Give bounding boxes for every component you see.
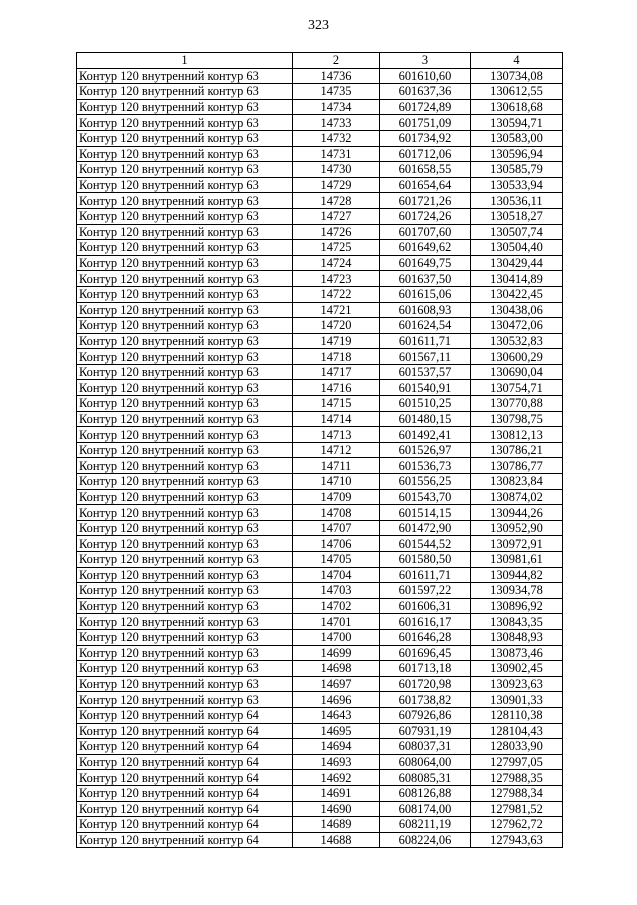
table-row xyxy=(77,68,563,84)
x-coordinate-cell: 601696,45 xyxy=(380,645,471,661)
point-number-cell: 14689 xyxy=(293,817,380,833)
point-number-cell: 14733 xyxy=(293,115,380,131)
table-row xyxy=(77,536,563,552)
contour-name-cell: Контур 120 внутренний контур 63 xyxy=(77,676,293,692)
contour-name-cell: Контур 120 внутренний контур 63 xyxy=(77,193,293,209)
x-coordinate-cell: 601510,25 xyxy=(380,396,471,412)
point-number-cell: 14722 xyxy=(293,286,380,302)
y-coordinate-cell: 130901,33 xyxy=(471,692,563,708)
point-number-cell: 14693 xyxy=(293,754,380,770)
contour-name-cell: Контур 120 внутренний контур 63 xyxy=(77,396,293,412)
point-number-cell: 14717 xyxy=(293,364,380,380)
x-coordinate-cell: 608224,06 xyxy=(380,832,471,848)
contour-name-cell: Контур 120 внутренний контур 63 xyxy=(77,84,293,100)
x-coordinate-cell: 601610,60 xyxy=(380,68,471,84)
x-coordinate-cell: 601616,17 xyxy=(380,614,471,630)
contour-name-cell: Контур 120 внутренний контур 63 xyxy=(77,130,293,146)
table-row xyxy=(77,177,563,193)
table-row xyxy=(77,255,563,271)
y-coordinate-cell: 127943,63 xyxy=(471,832,563,848)
table-row xyxy=(77,739,563,755)
point-number-cell: 14694 xyxy=(293,739,380,755)
x-coordinate-cell: 601556,25 xyxy=(380,474,471,490)
contour-name-cell: Контур 120 внутренний контур 64 xyxy=(77,723,293,739)
x-coordinate-cell: 601606,31 xyxy=(380,598,471,614)
y-coordinate-cell: 130518,27 xyxy=(471,208,563,224)
point-number-cell: 14718 xyxy=(293,349,380,365)
point-number-cell: 14703 xyxy=(293,583,380,599)
table-row xyxy=(77,817,563,833)
point-number-cell: 14707 xyxy=(293,520,380,536)
y-coordinate-cell: 128104,43 xyxy=(471,723,563,739)
x-coordinate-cell: 601724,26 xyxy=(380,208,471,224)
point-number-cell: 14726 xyxy=(293,224,380,240)
y-coordinate-cell: 130874,02 xyxy=(471,489,563,505)
table-row xyxy=(77,785,563,801)
x-coordinate-cell: 601738,82 xyxy=(380,692,471,708)
y-coordinate-cell: 130896,92 xyxy=(471,598,563,614)
x-coordinate-cell: 601544,52 xyxy=(380,536,471,552)
x-coordinate-cell: 601624,54 xyxy=(380,318,471,334)
table-row xyxy=(77,629,563,645)
contour-name-cell: Контур 120 внутренний контур 63 xyxy=(77,380,293,396)
point-number-cell: 14719 xyxy=(293,333,380,349)
y-coordinate-cell: 130848,93 xyxy=(471,629,563,645)
header-col-2: 2 xyxy=(293,53,380,69)
table-row xyxy=(77,489,563,505)
table-row xyxy=(77,115,563,131)
contour-name-cell: Контур 120 внутренний контур 63 xyxy=(77,333,293,349)
contour-name-cell: Контур 120 внутренний контур 63 xyxy=(77,240,293,256)
table-row xyxy=(77,801,563,817)
y-coordinate-cell: 130944,82 xyxy=(471,567,563,583)
x-coordinate-cell: 601567,11 xyxy=(380,349,471,365)
contour-name-cell: Контур 120 внутренний контур 63 xyxy=(77,489,293,505)
x-coordinate-cell: 601713,18 xyxy=(380,661,471,677)
contour-name-cell: Контур 120 внутренний контур 63 xyxy=(77,177,293,193)
contour-name-cell: Контур 120 внутренний контур 63 xyxy=(77,68,293,84)
x-coordinate-cell: 601720,98 xyxy=(380,676,471,692)
y-coordinate-cell: 130618,68 xyxy=(471,99,563,115)
y-coordinate-cell: 130902,45 xyxy=(471,661,563,677)
table-row xyxy=(77,474,563,490)
point-number-cell: 14724 xyxy=(293,255,380,271)
point-number-cell: 14730 xyxy=(293,162,380,178)
contour-name-cell: Контур 120 внутренний контур 63 xyxy=(77,505,293,521)
table-row xyxy=(77,520,563,536)
header-col-3: 3 xyxy=(380,53,471,69)
point-number-cell: 14695 xyxy=(293,723,380,739)
y-coordinate-cell: 130507,74 xyxy=(471,224,563,240)
point-number-cell: 14696 xyxy=(293,692,380,708)
x-coordinate-cell: 601543,70 xyxy=(380,489,471,505)
contour-name-cell: Контур 120 внутренний контур 63 xyxy=(77,614,293,630)
x-coordinate-cell: 607926,86 xyxy=(380,707,471,723)
table-body xyxy=(77,68,563,848)
y-coordinate-cell: 130952,90 xyxy=(471,520,563,536)
y-coordinate-cell: 130585,79 xyxy=(471,162,563,178)
x-coordinate-cell: 601611,71 xyxy=(380,333,471,349)
point-number-cell: 14699 xyxy=(293,645,380,661)
point-number-cell: 14728 xyxy=(293,193,380,209)
table-row xyxy=(77,130,563,146)
contour-name-cell: Контур 120 внутренний контур 63 xyxy=(77,552,293,568)
contour-name-cell: Контур 120 внутренний контур 63 xyxy=(77,661,293,677)
table-row xyxy=(77,84,563,100)
table-row xyxy=(77,552,563,568)
contour-name-cell: Контур 120 внутренний контур 63 xyxy=(77,349,293,365)
table-row xyxy=(77,754,563,770)
x-coordinate-cell: 608064,00 xyxy=(380,754,471,770)
contour-name-cell: Контур 120 внутренний контур 63 xyxy=(77,427,293,443)
point-number-cell: 14691 xyxy=(293,785,380,801)
contour-name-cell: Контур 120 внутренний контур 63 xyxy=(77,99,293,115)
y-coordinate-cell: 130798,75 xyxy=(471,411,563,427)
table-row xyxy=(77,770,563,786)
point-number-cell: 14729 xyxy=(293,177,380,193)
x-coordinate-cell: 601637,36 xyxy=(380,84,471,100)
point-number-cell: 14736 xyxy=(293,68,380,84)
x-coordinate-cell: 601537,57 xyxy=(380,364,471,380)
contour-name-cell: Контур 120 внутренний контур 63 xyxy=(77,629,293,645)
table-row xyxy=(77,458,563,474)
point-number-cell: 14706 xyxy=(293,536,380,552)
point-number-cell: 14711 xyxy=(293,458,380,474)
point-number-cell: 14704 xyxy=(293,567,380,583)
point-number-cell: 14716 xyxy=(293,380,380,396)
point-number-cell: 14705 xyxy=(293,552,380,568)
x-coordinate-cell: 601734,92 xyxy=(380,130,471,146)
x-coordinate-cell: 601514,15 xyxy=(380,505,471,521)
point-number-cell: 14708 xyxy=(293,505,380,521)
table-row xyxy=(77,146,563,162)
y-coordinate-cell: 128033,90 xyxy=(471,739,563,755)
table-row xyxy=(77,707,563,723)
x-coordinate-cell: 601751,09 xyxy=(380,115,471,131)
table-row xyxy=(77,318,563,334)
contour-name-cell: Контур 120 внутренний контур 63 xyxy=(77,442,293,458)
y-coordinate-cell: 130690,04 xyxy=(471,364,563,380)
y-coordinate-cell: 130612,55 xyxy=(471,84,563,100)
y-coordinate-cell: 130734,08 xyxy=(471,68,563,84)
point-number-cell: 14702 xyxy=(293,598,380,614)
contour-name-cell: Контур 120 внутренний контур 63 xyxy=(77,146,293,162)
table-row xyxy=(77,162,563,178)
point-number-cell: 14698 xyxy=(293,661,380,677)
point-number-cell: 14715 xyxy=(293,396,380,412)
contour-name-cell: Контур 120 внутренний контур 64 xyxy=(77,817,293,833)
x-coordinate-cell: 601526,97 xyxy=(380,442,471,458)
x-coordinate-cell: 601472,90 xyxy=(380,520,471,536)
x-coordinate-cell: 601646,28 xyxy=(380,629,471,645)
contour-name-cell: Контур 120 внутренний контур 63 xyxy=(77,208,293,224)
point-number-cell: 14690 xyxy=(293,801,380,817)
contour-name-cell: Контур 120 внутренний контур 63 xyxy=(77,271,293,287)
contour-name-cell: Контур 120 внутренний контур 63 xyxy=(77,162,293,178)
table-row xyxy=(77,224,563,240)
x-coordinate-cell: 601712,06 xyxy=(380,146,471,162)
contour-name-cell: Контур 120 внутренний контур 64 xyxy=(77,785,293,801)
x-coordinate-cell: 601611,71 xyxy=(380,567,471,583)
contour-name-cell: Контур 120 внутренний контур 64 xyxy=(77,832,293,848)
table-row xyxy=(77,614,563,630)
point-number-cell: 14710 xyxy=(293,474,380,490)
table-row xyxy=(77,286,563,302)
table-row xyxy=(77,692,563,708)
table-row xyxy=(77,645,563,661)
contour-name-cell: Контур 120 внутренний контур 64 xyxy=(77,707,293,723)
x-coordinate-cell: 608174,00 xyxy=(380,801,471,817)
x-coordinate-cell: 601608,93 xyxy=(380,302,471,318)
x-coordinate-cell: 608211,19 xyxy=(380,817,471,833)
x-coordinate-cell: 601536,73 xyxy=(380,458,471,474)
point-number-cell: 14720 xyxy=(293,318,380,334)
table-row xyxy=(77,661,563,677)
y-coordinate-cell: 130414,89 xyxy=(471,271,563,287)
point-number-cell: 14727 xyxy=(293,208,380,224)
y-coordinate-cell: 130504,40 xyxy=(471,240,563,256)
x-coordinate-cell: 601492,41 xyxy=(380,427,471,443)
y-coordinate-cell: 130422,45 xyxy=(471,286,563,302)
contour-name-cell: Контур 120 внутренний контур 64 xyxy=(77,801,293,817)
y-coordinate-cell: 130472,06 xyxy=(471,318,563,334)
header-row xyxy=(77,53,563,69)
point-number-cell: 14643 xyxy=(293,707,380,723)
contour-name-cell: Контур 120 внутренний контур 63 xyxy=(77,224,293,240)
table-row xyxy=(77,302,563,318)
point-number-cell: 14725 xyxy=(293,240,380,256)
table-row xyxy=(77,583,563,599)
y-coordinate-cell: 130754,71 xyxy=(471,380,563,396)
contour-name-cell: Контур 120 внутренний контур 63 xyxy=(77,645,293,661)
contour-name-cell: Контур 120 внутренний контур 63 xyxy=(77,318,293,334)
y-coordinate-cell: 130873,46 xyxy=(471,645,563,661)
table-row xyxy=(77,396,563,412)
point-number-cell: 14723 xyxy=(293,271,380,287)
contour-name-cell: Контур 120 внутренний контур 63 xyxy=(77,255,293,271)
x-coordinate-cell: 601637,50 xyxy=(380,271,471,287)
table-row xyxy=(77,333,563,349)
y-coordinate-cell: 128110,38 xyxy=(471,707,563,723)
table-row xyxy=(77,832,563,848)
contour-name-cell: Контур 120 внутренний контур 63 xyxy=(77,411,293,427)
y-coordinate-cell: 130972,91 xyxy=(471,536,563,552)
y-coordinate-cell: 130596,94 xyxy=(471,146,563,162)
point-number-cell: 14709 xyxy=(293,489,380,505)
point-number-cell: 14692 xyxy=(293,770,380,786)
table-row xyxy=(77,676,563,692)
point-number-cell: 14713 xyxy=(293,427,380,443)
table-row xyxy=(77,380,563,396)
y-coordinate-cell: 130786,77 xyxy=(471,458,563,474)
x-coordinate-cell: 608085,31 xyxy=(380,770,471,786)
table-row xyxy=(77,442,563,458)
table-row xyxy=(77,240,563,256)
header-col-1: 1 xyxy=(77,53,293,69)
point-number-cell: 14721 xyxy=(293,302,380,318)
point-number-cell: 14714 xyxy=(293,411,380,427)
table-row xyxy=(77,193,563,209)
contour-name-cell: Контур 120 внутренний контур 63 xyxy=(77,520,293,536)
contour-name-cell: Контур 120 внутренний контур 63 xyxy=(77,598,293,614)
table-row xyxy=(77,271,563,287)
x-coordinate-cell: 601597,22 xyxy=(380,583,471,599)
x-coordinate-cell: 601721,26 xyxy=(380,193,471,209)
contour-name-cell: Контур 120 внутренний контур 63 xyxy=(77,458,293,474)
table-row xyxy=(77,505,563,521)
contour-name-cell: Контур 120 внутренний контур 63 xyxy=(77,692,293,708)
contour-name-cell: Контур 120 внутренний контур 64 xyxy=(77,754,293,770)
x-coordinate-cell: 601540,91 xyxy=(380,380,471,396)
contour-name-cell: Контур 120 внутренний контур 63 xyxy=(77,286,293,302)
page-number: 323 xyxy=(308,18,329,33)
y-coordinate-cell: 130532,83 xyxy=(471,333,563,349)
contour-name-cell: Контур 120 внутренний контур 64 xyxy=(77,770,293,786)
y-coordinate-cell: 127988,34 xyxy=(471,785,563,801)
y-coordinate-cell: 130583,00 xyxy=(471,130,563,146)
point-number-cell: 14712 xyxy=(293,442,380,458)
y-coordinate-cell: 130786,21 xyxy=(471,442,563,458)
y-coordinate-cell: 130934,78 xyxy=(471,583,563,599)
point-number-cell: 14700 xyxy=(293,629,380,645)
table-row xyxy=(77,723,563,739)
table-row xyxy=(77,567,563,583)
x-coordinate-cell: 601480,15 xyxy=(380,411,471,427)
y-coordinate-cell: 130438,06 xyxy=(471,302,563,318)
y-coordinate-cell: 130770,88 xyxy=(471,396,563,412)
x-coordinate-cell: 601654,64 xyxy=(380,177,471,193)
point-number-cell: 14701 xyxy=(293,614,380,630)
coordinates-table xyxy=(76,52,563,848)
y-coordinate-cell: 130600,29 xyxy=(471,349,563,365)
contour-name-cell: Контур 120 внутренний контур 63 xyxy=(77,567,293,583)
contour-name-cell: Контур 120 внутренний контур 63 xyxy=(77,364,293,380)
y-coordinate-cell: 130823,84 xyxy=(471,474,563,490)
y-coordinate-cell: 130944,26 xyxy=(471,505,563,521)
y-coordinate-cell: 130981,61 xyxy=(471,552,563,568)
header-col-4: 4 xyxy=(471,53,563,69)
point-number-cell: 14688 xyxy=(293,832,380,848)
contour-name-cell: Контур 120 внутренний контур 63 xyxy=(77,536,293,552)
y-coordinate-cell: 130429,44 xyxy=(471,255,563,271)
x-coordinate-cell: 601649,75 xyxy=(380,255,471,271)
table-row xyxy=(77,427,563,443)
x-coordinate-cell: 608126,88 xyxy=(380,785,471,801)
x-coordinate-cell: 601658,55 xyxy=(380,162,471,178)
y-coordinate-cell: 130923,63 xyxy=(471,676,563,692)
x-coordinate-cell: 601615,06 xyxy=(380,286,471,302)
point-number-cell: 14734 xyxy=(293,99,380,115)
y-coordinate-cell: 130594,71 xyxy=(471,115,563,131)
point-number-cell: 14731 xyxy=(293,146,380,162)
contour-name-cell: Контур 120 внутренний контур 63 xyxy=(77,302,293,318)
table-row xyxy=(77,349,563,365)
table-row xyxy=(77,208,563,224)
x-coordinate-cell: 601707,60 xyxy=(380,224,471,240)
y-coordinate-cell: 130843,35 xyxy=(471,614,563,630)
contour-name-cell: Контур 120 внутренний контур 63 xyxy=(77,583,293,599)
y-coordinate-cell: 130812,13 xyxy=(471,427,563,443)
x-coordinate-cell: 601724,89 xyxy=(380,99,471,115)
y-coordinate-cell: 130533,94 xyxy=(471,177,563,193)
table-row xyxy=(77,598,563,614)
table-row xyxy=(77,99,563,115)
y-coordinate-cell: 127988,35 xyxy=(471,770,563,786)
table-row xyxy=(77,411,563,427)
x-coordinate-cell: 601649,62 xyxy=(380,240,471,256)
contour-name-cell: Контур 120 внутренний контур 64 xyxy=(77,739,293,755)
x-coordinate-cell: 608037,31 xyxy=(380,739,471,755)
y-coordinate-cell: 127997,05 xyxy=(471,754,563,770)
contour-name-cell: Контур 120 внутренний контур 63 xyxy=(77,474,293,490)
y-coordinate-cell: 127962,72 xyxy=(471,817,563,833)
point-number-cell: 14697 xyxy=(293,676,380,692)
point-number-cell: 14732 xyxy=(293,130,380,146)
table-row xyxy=(77,364,563,380)
x-coordinate-cell: 607931,19 xyxy=(380,723,471,739)
point-number-cell: 14735 xyxy=(293,84,380,100)
y-coordinate-cell: 130536,11 xyxy=(471,193,563,209)
x-coordinate-cell: 601580,50 xyxy=(380,552,471,568)
contour-name-cell: Контур 120 внутренний контур 63 xyxy=(77,115,293,131)
y-coordinate-cell: 127981,52 xyxy=(471,801,563,817)
